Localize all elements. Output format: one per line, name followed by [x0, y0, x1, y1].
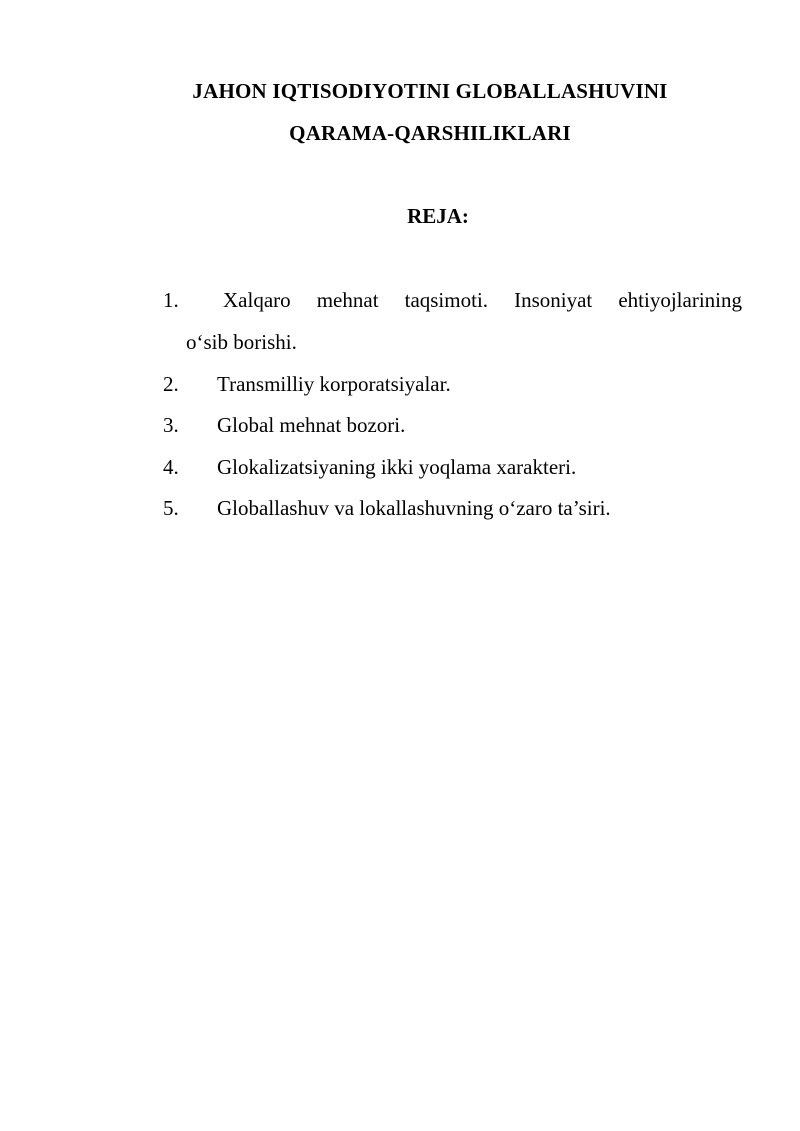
list-item-text: Transmilliy korporatsiyalar.	[217, 372, 451, 396]
plan-heading: REJA:	[407, 204, 469, 228]
list-item-number: 3.	[163, 413, 179, 437]
list-item-number: 5.	[163, 496, 179, 520]
list-item-number: 4.	[163, 455, 179, 479]
document-title-line-2: QARAMA-QARSHILIKLARI	[289, 121, 571, 145]
list-item-text: Xalqaro mehnat taqsimoti. Insoniyat ehtiyojlarining	[223, 288, 742, 312]
list-item-text: Globallashuv va lokallashuvning o‘zaro ta’siri.	[217, 496, 611, 520]
document-title-line-1: JAHON IQTISODIYOTINI GLOBALLASHUVINI	[192, 79, 668, 103]
list-item-text: Glokalizatsiyaning ikki yoqlama xarakteri.	[217, 455, 577, 479]
list-item-text-continuation: o‘sib borishi.	[186, 330, 297, 354]
list-item-number: 2.	[163, 372, 179, 396]
list-item-number: 1.	[163, 288, 179, 312]
list-item-text: Global mehnat bozori.	[217, 413, 406, 437]
